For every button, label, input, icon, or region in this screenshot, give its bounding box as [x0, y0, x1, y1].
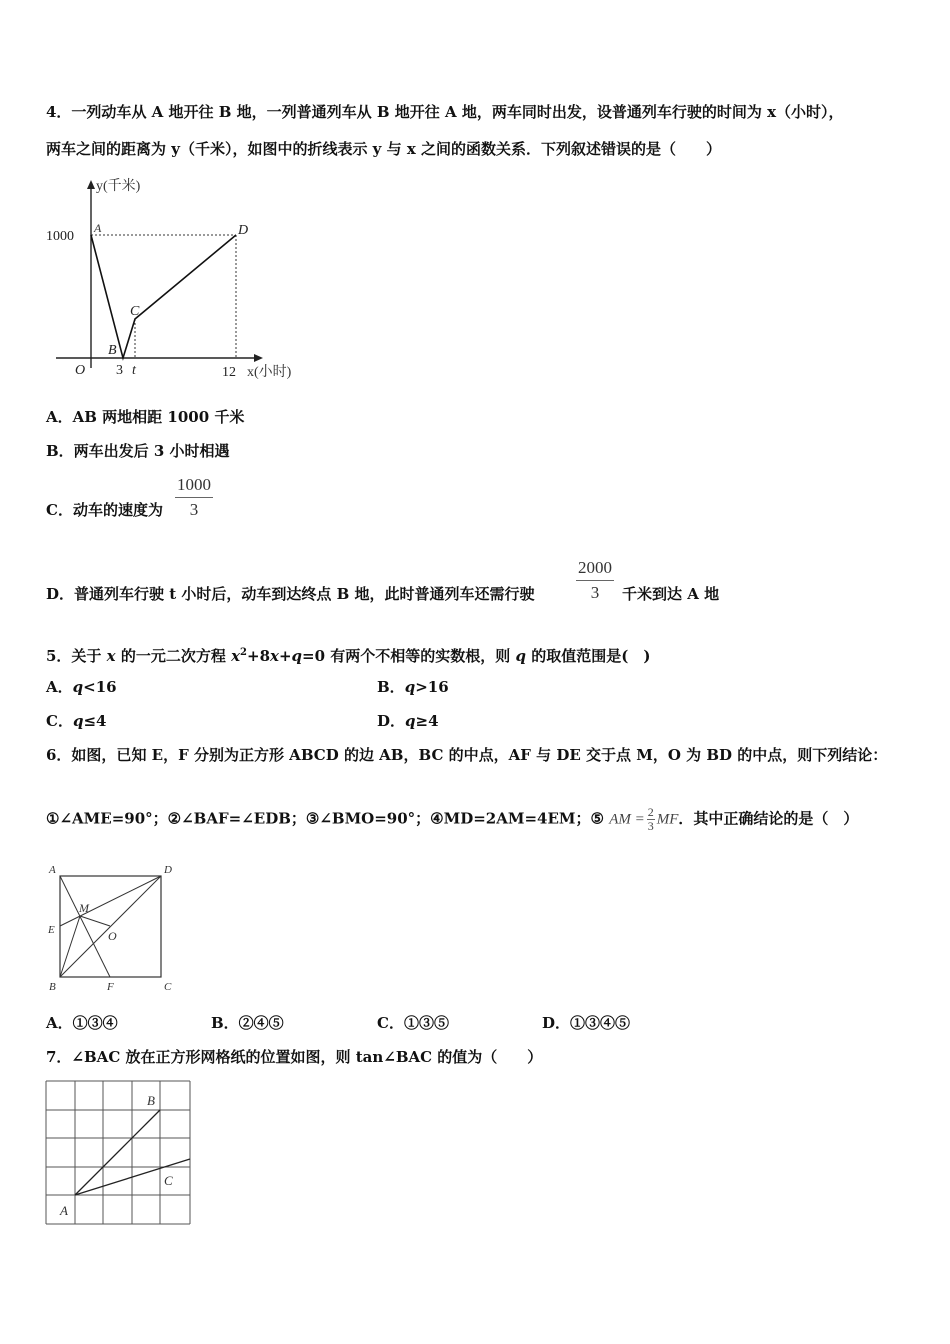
q4-option-b[interactable]: B．两车出发后 3 小时相遇 — [46, 442, 230, 460]
q4-function-polyline — [91, 235, 236, 358]
q6-fraction-denominator: 3 — [647, 819, 654, 833]
q4-option-d-denominator: 3 — [590, 583, 600, 602]
q5-option-d-var: q — [405, 712, 416, 730]
q6-option-c[interactable]: C．①③⑤ — [377, 1014, 449, 1032]
q5-option-c[interactable] — [46, 711, 106, 731]
q4-option-d-text-pre: D．普通列车行驶 t 小时后，动车到达终点 B 地，此时普通列车还需行驶 — [46, 585, 535, 603]
q4-point-B: B — [108, 343, 117, 358]
q6-segment-af — [60, 876, 110, 977]
q4-y-tick-1000: 1000 — [46, 229, 74, 244]
q6-segment-bd — [60, 876, 161, 977]
q4-stem-line2: 两车之间的距离为 y（千米），如图中的折线表示 y 与 x 之间的函数关系．下列叙述错误的是（ ） — [46, 140, 721, 158]
q5-stem-mid1: 的一元二次方程 — [115, 647, 232, 665]
q4-option-c-denominator: 3 — [189, 500, 199, 519]
q5-eq-q: q — [291, 647, 303, 665]
q4-stem-line1: 4．一列动车从 A 地开往 B 地，一列普通列车从 B 地开往 A 地，两车同时出发，设普通列车行驶的时间为 x（小时）， — [46, 103, 844, 121]
q6-option-a[interactable]: A．①③④ — [46, 1014, 118, 1032]
q5-option-b[interactable] — [377, 677, 449, 697]
q4-option-d-numerator: 2000 — [576, 558, 614, 581]
q5-eq-rest1: +8 — [247, 647, 271, 665]
q4-option-c[interactable]: C．动车的速度为 — [46, 501, 163, 519]
q6-label-m: M — [79, 901, 89, 915]
q7-label-b: B — [147, 1093, 155, 1108]
q5-eq-rest3: =0 — [302, 647, 326, 665]
q6-stem-line2-b: ∠EDB；③∠BMO=90°；④MD=2AM=4EM；⑤ — [241, 809, 604, 828]
q5-stem-post: 的取值范围是( ) — [526, 647, 651, 665]
q4-option-d-text-post: 千米到达 A 地 — [622, 585, 720, 603]
q4-x-tick-t: t — [132, 363, 136, 378]
q5-option-a[interactable] — [46, 677, 117, 697]
q5-option-d-rest: ≥4 — [415, 712, 439, 730]
q6-fraction-numerator: 2 — [647, 805, 654, 819]
q4-x-tick-12: 12 — [222, 365, 236, 380]
q4-x-axis-label: x(小时) — [247, 365, 292, 380]
q5-option-a-var: q — [72, 678, 84, 696]
q4-option-c-numerator: 1000 — [175, 475, 213, 498]
q5-var-x: x — [106, 647, 116, 665]
q5-eq-sup: 2 — [240, 647, 247, 658]
q4-x-axis-arrow — [254, 354, 263, 362]
q6-label-c: C — [164, 981, 172, 993]
q4-option-d-fraction — [576, 558, 614, 603]
q4-point-C: C — [130, 304, 140, 319]
q4-option-d[interactable] — [46, 584, 535, 604]
q6-fraction-lhs: AM = — [609, 811, 645, 828]
q5-eq-x2: x — [270, 647, 279, 665]
q5-stem-pre: 5．关于 — [46, 647, 107, 665]
q4-graph — [44, 176, 309, 382]
q6-option-b[interactable]: B．②④⑤ — [211, 1014, 284, 1032]
q5-option-b-label: B． — [377, 678, 405, 696]
q6-segment-bm — [60, 916, 80, 977]
q6-stem-line2 — [46, 806, 858, 833]
q4-option-a[interactable]: A．AB 两地相距 1000 千米 — [46, 408, 245, 426]
q4-option-c-fraction — [175, 475, 213, 520]
q5-option-b-rest: >16 — [415, 678, 449, 696]
q5-option-d[interactable] — [377, 711, 439, 731]
q5-option-a-rest: <16 — [83, 678, 117, 696]
q6-label-f: F — [107, 981, 114, 993]
q5-eq-rest2: + — [278, 647, 292, 665]
q6-stem-line2-a: ①∠AME=90°；②∠BAF= — [46, 809, 242, 828]
q5-option-c-rest: ≤4 — [83, 712, 107, 730]
q6-label-e: E — [48, 924, 55, 936]
q6-label-o: O — [108, 929, 117, 943]
q6-square-figure — [44, 860, 184, 996]
q6-label-a: A — [49, 864, 56, 876]
q5-option-a-label: A． — [46, 678, 73, 696]
q4-x-tick-3: 3 — [116, 363, 123, 378]
q5-eq-x: x — [231, 647, 241, 665]
q6-segment-de — [60, 876, 161, 926]
q6-fraction-rhs: MF — [656, 811, 679, 828]
q5-stem — [46, 643, 650, 666]
q5-stem-mid2: 有两个不相等的实数根，则 — [325, 647, 516, 665]
q4-origin-label: O — [75, 363, 86, 378]
q7-stem: 7．∠BAC 放在正方形网格纸的位置如图，则 tan∠BAC 的值为（ ） — [46, 1048, 543, 1066]
q7-label-c: C — [164, 1173, 173, 1188]
q6-stem-line2-c: ．其中正确结论的是（ ） — [678, 809, 859, 828]
q5-option-c-label: C． — [46, 712, 73, 730]
q6-fraction — [647, 806, 655, 833]
q4-y-axis-arrow — [87, 180, 95, 189]
q6-label-b: B — [49, 981, 56, 993]
q7-label-a: A — [60, 1203, 68, 1218]
q5-var-q: q — [515, 647, 527, 665]
q5-option-d-label: D． — [377, 712, 406, 730]
q4-point-D: D — [238, 223, 249, 238]
q6-stem-line1: 6．如图，已知 E，F 分别为正方形 ABCD 的边 AB，BC 的中点，AF 与 DE 交于点 M，O 为 BD 的中点，则下列结论： — [46, 746, 888, 764]
q5-option-b-var: q — [404, 678, 416, 696]
q6-option-d[interactable]: D．①③④⑤ — [542, 1014, 631, 1032]
q4-point-A: A — [94, 221, 102, 235]
q5-option-c-var: q — [72, 712, 84, 730]
q7-grid-figure — [44, 1079, 194, 1229]
q6-label-d: D — [164, 864, 172, 876]
q4-y-axis-label: y(千米) — [96, 179, 141, 194]
